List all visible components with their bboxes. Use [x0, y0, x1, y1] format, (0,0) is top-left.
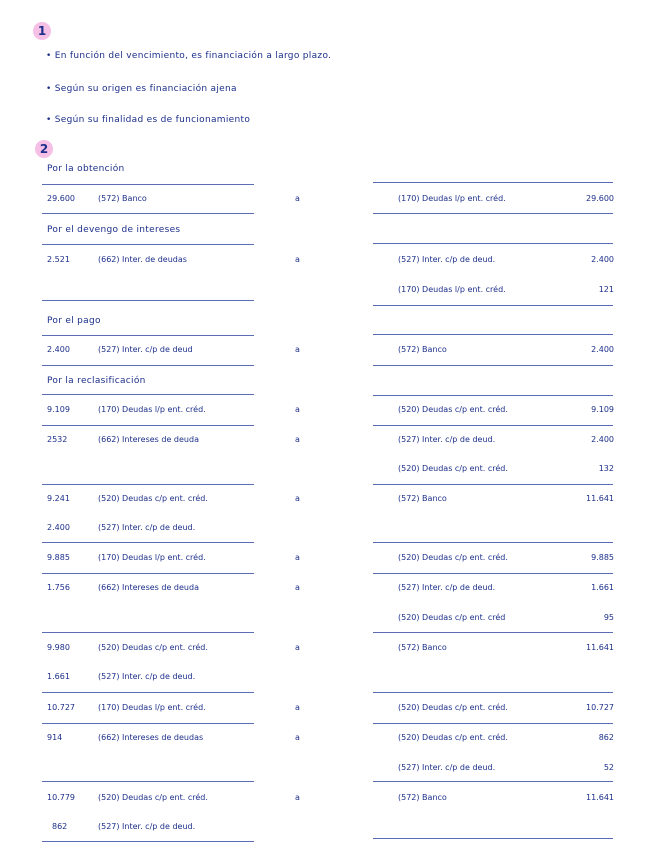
- entry-debit-amount: 1.756: [47, 583, 70, 592]
- ledger-line-left: [42, 335, 254, 336]
- entry-credit-account: (170) Deudas l/p ent. créd.: [398, 194, 506, 203]
- title-pago: Por el pago: [47, 316, 101, 326]
- ledger-line-right: [373, 781, 613, 782]
- entry-debit-amount: 862: [52, 822, 68, 831]
- entry-a-connector: a: [295, 435, 300, 444]
- note-origen: • Según su origen es financiación ajena: [46, 84, 237, 94]
- entry-a-connector: a: [295, 255, 300, 264]
- entry-credit-account: (527) Inter. c/p de deud.: [398, 763, 496, 772]
- entry-debit-amount: 10.727: [47, 703, 75, 712]
- entry-credit-account: (520) Deudas c/p ent. créd.: [398, 733, 508, 742]
- entry-credit-account: (170) Deudas l/p ent. créd.: [398, 285, 506, 294]
- entry-credit-amount: 1.661: [591, 583, 614, 592]
- title-reclasificacion: Por la reclasificación: [47, 376, 146, 386]
- note-finalidad: • Según su finalidad es de funcionamiento: [46, 115, 251, 125]
- entry-credit-amount: 2.400: [591, 255, 614, 264]
- entry-credit-amount: 95: [603, 613, 614, 622]
- ledger-line-right: [373, 365, 613, 366]
- ledger-line-left: [42, 841, 254, 842]
- entry-debit-account: (527) Inter. c/p de deud.: [98, 523, 196, 532]
- entry-credit-account: (572) Banco: [398, 643, 447, 652]
- entry-credit-amount: 29.600: [586, 194, 614, 203]
- title-devengo: Por el devengo de intereses: [47, 225, 181, 235]
- entry-debit-amount: 2532: [47, 435, 68, 444]
- entry-debit-account: (662) Intereses de deuda: [98, 583, 199, 592]
- ledger-line-right: [373, 395, 613, 396]
- entry-debit-account: (662) Intereses de deuda: [98, 435, 199, 444]
- entry-credit-account: (572) Banco: [398, 345, 447, 354]
- entry-credit-account: (527) Inter. c/p de deud.: [398, 435, 496, 444]
- ledger-line-right: [373, 573, 613, 574]
- entry-credit-amount: 10.727: [586, 703, 614, 712]
- ledger-line-left: [42, 692, 254, 693]
- entry-a-connector: a: [295, 703, 300, 712]
- entry-debit-account: (170) Deudas l/p ent. créd.: [98, 405, 206, 414]
- ledger-line-left: [42, 542, 254, 543]
- entry-credit-amount: 11.641: [586, 494, 614, 503]
- entry-credit-amount: 9.109: [591, 405, 614, 414]
- entry-a-connector: a: [295, 194, 300, 203]
- entry-a-connector: a: [295, 643, 300, 652]
- ledger-line-left: [42, 184, 254, 185]
- ledger-line-right: [373, 542, 613, 543]
- section-2-badge: 2: [35, 140, 53, 158]
- entry-debit-account: (527) Inter. c/p de deud.: [98, 672, 196, 681]
- entry-credit-amount: 52: [603, 763, 614, 772]
- entry-credit-account: (520) Deudas c/p ent. créd.: [398, 553, 508, 562]
- section-1-badge: 1: [33, 22, 51, 40]
- ledger-line-right: [373, 484, 613, 485]
- ledger-line-left: [42, 723, 254, 724]
- entry-credit-amount: 132: [598, 464, 614, 473]
- entry-credit-account: (520) Deudas c/p ent. créd.: [398, 405, 508, 414]
- entry-a-connector: a: [295, 793, 300, 802]
- ledger-line-right: [373, 182, 613, 183]
- entry-a-connector: a: [295, 494, 300, 503]
- entry-a-connector: a: [295, 345, 300, 354]
- ledger-line-right: [373, 305, 613, 306]
- entry-debit-account: (170) Deudas l/p ent. créd.: [98, 703, 206, 712]
- ledger-line-left: [42, 213, 254, 214]
- entry-debit-amount: 2.521: [47, 255, 70, 264]
- ledger-line-right: [373, 213, 613, 214]
- entry-debit-amount: 9.885: [47, 553, 70, 562]
- note-vencimiento: • En función del vencimiento, es financiación a largo plazo.: [46, 51, 332, 61]
- entry-debit-amount: 1.661: [47, 672, 70, 681]
- entry-debit-account: (170) Deudas l/p ent. créd.: [98, 553, 206, 562]
- entry-credit-account: (520) Deudas c/p ent. créd.: [398, 703, 508, 712]
- entry-credit-amount: 11.641: [586, 793, 614, 802]
- entry-a-connector: a: [295, 553, 300, 562]
- ledger-line-left: [42, 244, 254, 245]
- ledger-line-right: [373, 632, 613, 633]
- entry-debit-account: (520) Deudas c/p ent. créd.: [98, 643, 208, 652]
- entry-debit-amount: 2.400: [47, 345, 70, 354]
- entry-credit-account: (520) Deudas c/p ent. créd: [398, 613, 506, 622]
- ledger-line-right: [373, 723, 613, 724]
- entry-debit-account: (520) Deudas c/p ent. créd.: [98, 494, 208, 503]
- entry-credit-amount: 2.400: [591, 435, 614, 444]
- entry-credit-account: (527) Inter. c/p de deud.: [398, 583, 496, 592]
- entry-a-connector: a: [295, 583, 300, 592]
- ledger-line-left: [42, 781, 254, 782]
- ledger-line-right: [373, 243, 613, 244]
- entry-debit-amount: 9.980: [47, 643, 70, 652]
- entry-a-connector: a: [295, 733, 300, 742]
- entry-debit-account: (662) Intereses de deudas: [98, 733, 204, 742]
- entry-debit-amount: 9.241: [47, 494, 70, 503]
- ledger-line-left: [42, 394, 254, 395]
- entry-credit-amount: 2.400: [591, 345, 614, 354]
- entry-a-connector: a: [295, 405, 300, 414]
- entry-debit-account: (520) Deudas c/p ent. créd.: [98, 793, 208, 802]
- entry-credit-account: (572) Banco: [398, 793, 447, 802]
- entry-debit-account: (572) Banco: [98, 194, 147, 203]
- ledger-line-right: [373, 425, 613, 426]
- ledger-line-left: [42, 484, 254, 485]
- ledger-line-right: [373, 838, 613, 839]
- entry-debit-amount: 10.779: [47, 793, 75, 802]
- ledger-line-left: [42, 300, 254, 301]
- entry-debit-account: (662) Inter. de deudas: [98, 255, 187, 264]
- ledger-line-left: [42, 365, 254, 366]
- ledger-line-left: [42, 425, 254, 426]
- title-obtencion: Por la obtención: [47, 164, 125, 174]
- ledger-line-right: [373, 692, 613, 693]
- ledger-line-left: [42, 573, 254, 574]
- entry-credit-amount: 9.885: [591, 553, 614, 562]
- entry-debit-amount: 914: [47, 733, 63, 742]
- entry-debit-amount: 29.600: [47, 194, 75, 203]
- entry-debit-amount: 2.400: [47, 523, 70, 532]
- ledger-line-right: [373, 334, 613, 335]
- entry-credit-amount: 11.641: [586, 643, 614, 652]
- entry-credit-account: (520) Deudas c/p ent. créd.: [398, 464, 508, 473]
- entry-credit-amount: 862: [598, 733, 614, 742]
- entry-credit-account: (527) Inter. c/p de deud.: [398, 255, 496, 264]
- ledger-line-left: [42, 632, 254, 633]
- entry-debit-account: (527) Inter. c/p de deud.: [98, 822, 196, 831]
- entry-debit-amount: 9.109: [47, 405, 70, 414]
- entry-credit-account: (572) Banco: [398, 494, 447, 503]
- entry-credit-amount: 121: [598, 285, 614, 294]
- entry-debit-account: (527) Inter. c/p de deud: [98, 345, 193, 354]
